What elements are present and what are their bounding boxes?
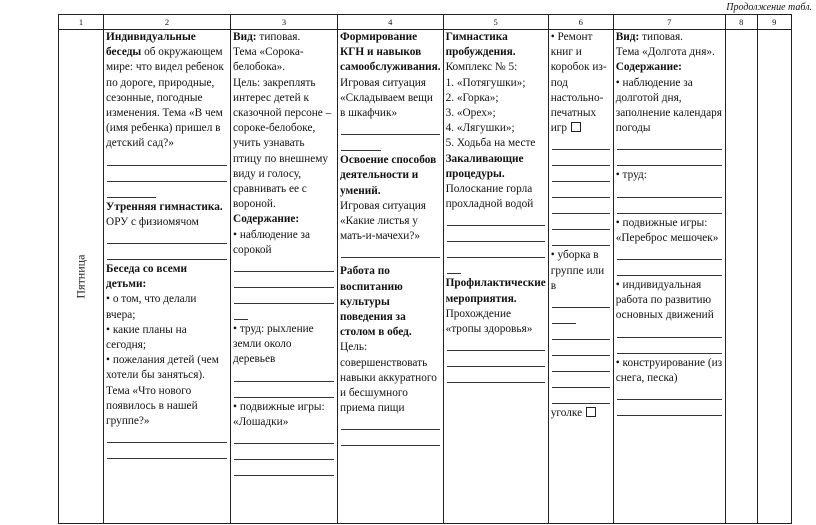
blank-line <box>617 200 722 214</box>
blank-line <box>617 324 722 338</box>
blank-line <box>552 310 576 324</box>
blank-line <box>552 358 610 372</box>
blank-line <box>107 152 227 166</box>
walk-item: • наблюдение за сорокой <box>233 228 335 258</box>
blank-line <box>552 200 610 214</box>
continuation-label: Продолжение табл. <box>726 2 812 13</box>
morning-exercise-title: Утренняя гимнастика. <box>106 200 223 213</box>
blank-line <box>552 168 610 182</box>
prevention-text: Прохождение «тропы здоровья» <box>445 307 533 336</box>
walk-goal: Цель: закреплять интерес детей к сказочной персоне – сороке-белобоке, учить узнавать птицу по внешнему виду и голосу, сравнивать ее с вороной. <box>233 76 332 211</box>
day-label: Пятница <box>73 254 88 299</box>
wakeup-gym-item: 2. «Горка»; <box>445 91 499 104</box>
column-number: 8 <box>725 15 757 30</box>
blank-line <box>552 326 610 340</box>
group-talk-item: • пожелания детей (чем хотели бы заняться). <box>106 353 228 383</box>
labor-item-corner: уголке <box>551 406 611 421</box>
blank-line <box>617 246 722 260</box>
wakeup-gym-item: 5. Ходьба на месте <box>445 137 536 150</box>
plan-table <box>58 14 792 524</box>
wakeup-gym-title: Гимнастика пробуждения. <box>445 31 516 59</box>
blank-line <box>234 306 248 320</box>
evening-walk-item: • индивидуальная работа по развитию основных движений <box>616 278 723 324</box>
blank-line <box>617 402 722 416</box>
evening-walk-item: • конструирование (из снега, песка) <box>616 356 723 386</box>
wakeup-gym-item: 4. «Лягушки»; <box>445 122 515 135</box>
blank-line <box>552 374 610 388</box>
group-talk-item: • о том, что делали вчера; <box>106 292 228 322</box>
self-care-title: Формирование КГН и навыков самообслуживания. <box>340 31 441 74</box>
blank-line <box>234 462 334 476</box>
blank-line <box>234 258 334 272</box>
walk-item: • подвижные игры: «Лошадки» <box>233 400 335 430</box>
cell-col9 <box>757 30 791 524</box>
blank-line <box>552 152 610 166</box>
blank-line <box>107 246 227 260</box>
checkbox-icon[interactable] <box>586 407 596 417</box>
blank-line <box>552 136 610 150</box>
blank-line <box>341 432 440 446</box>
blank-line <box>447 260 461 274</box>
hardening-title: Закаливающие процедуры. <box>445 152 524 180</box>
walk-type: Вид: типовая. <box>233 31 301 43</box>
wakeup-gym-item: 1. «Потягушки»; <box>445 76 526 89</box>
blank-line <box>447 369 545 383</box>
blank-line <box>234 430 334 444</box>
blank-line <box>107 429 227 443</box>
morning-exercise-block <box>106 200 228 230</box>
blank-line <box>617 386 722 400</box>
skills-text: Игровая ситуация «Какие листья у мать-и-мачехи?» <box>340 199 426 243</box>
column-number: 2 <box>104 15 231 30</box>
group-talk-theme: Тема «Что нового появилось в нашей группе?» <box>106 384 198 428</box>
blank-line <box>552 232 610 246</box>
blank-line <box>617 152 722 166</box>
labor-item-cleaning: • уборка в группе или в <box>551 248 611 294</box>
cell-afternoon <box>443 30 548 524</box>
skills-title: Освоение способов деятельности и умений. <box>340 154 437 197</box>
blank-line <box>617 184 722 198</box>
cell-morning-activities <box>104 30 231 524</box>
evening-walk-item: • подвижные игры: «Переброс мешочек» <box>616 216 723 246</box>
blank-line <box>341 244 440 258</box>
table-manners-text: Цель: совершенствовать навыки аккуратного и бесшумного приема пищи <box>340 341 437 415</box>
blank-line <box>341 137 381 151</box>
blank-line <box>107 184 156 198</box>
group-talk-item: • какие планы на сегодня; <box>106 323 228 353</box>
friday-row <box>59 30 792 524</box>
column-number: 3 <box>231 15 338 30</box>
blank-line <box>617 262 722 276</box>
blank-line <box>234 368 334 382</box>
group-talk-title: Беседа со всеми детьми: <box>106 263 187 291</box>
blank-line <box>447 212 545 226</box>
evening-walk-item: • труд: <box>616 168 723 183</box>
column-number: 5 <box>443 15 548 30</box>
column-number-row <box>59 15 792 30</box>
labor-item-repair: • Ремонт книг и коробок из-под настольно-печатных игр <box>551 30 611 136</box>
column-number: 4 <box>338 15 444 30</box>
blank-line <box>552 390 610 404</box>
blank-line <box>552 342 610 356</box>
cell-walk <box>231 30 338 524</box>
cell-skills <box>338 30 444 524</box>
day-cell <box>59 30 104 524</box>
blank-line <box>234 446 334 460</box>
blank-line <box>447 244 545 258</box>
blank-line <box>617 340 722 354</box>
blank-line <box>234 274 334 288</box>
walk-content-title: Содержание: <box>233 213 300 226</box>
wakeup-gym-text: Комплекс № 5: <box>445 61 518 74</box>
evening-walk-type: Вид: типовая. <box>615 31 684 43</box>
evening-walk-content-title: Содержание: <box>615 61 682 74</box>
column-number: 9 <box>757 15 791 30</box>
column-number: 6 <box>548 15 613 30</box>
evening-walk-theme: Тема «Долгота дня». <box>615 46 715 59</box>
individual-talks-title: Индивидуальные беседы <box>106 31 196 59</box>
blank-line <box>107 168 227 182</box>
blank-line <box>617 136 722 150</box>
prevention-title: Профилактические мероприятия. <box>445 277 546 305</box>
evening-walk-item: • наблюдение за долготой дня, заполнение календаря погоды <box>616 76 723 137</box>
checkbox-icon[interactable] <box>571 122 581 132</box>
blank-line <box>234 384 334 398</box>
wakeup-gym-item: 3. «Орех»; <box>445 107 496 120</box>
walk-item: • труд: рыхление земли около деревьев <box>233 322 335 368</box>
cell-col8 <box>725 30 757 524</box>
column-number: 7 <box>613 15 725 30</box>
individual-talks-text: об окружающем мире: что видел ребенок по дороге, природные, сезонные, погодные изменения. Тема «В чем (имя ребенка) пришел в детский сад?» <box>106 46 224 150</box>
blank-line <box>341 121 440 135</box>
blank-line <box>234 290 334 304</box>
blank-line <box>447 353 545 367</box>
blank-line <box>552 294 610 308</box>
blank-line <box>107 445 227 459</box>
blank-line <box>341 416 440 430</box>
hardening-text: Полоскание горла прохладной водой <box>445 183 534 211</box>
column-number: 1 <box>59 15 104 30</box>
morning-exercise-text: ОРУ с физиомячом <box>106 215 199 228</box>
blank-line <box>107 230 227 244</box>
walk-theme: Тема «Сорока-белобока». <box>233 46 304 74</box>
blank-line <box>447 337 545 351</box>
blank-line <box>552 184 610 198</box>
self-care-text: Игровая ситуация «Складываем вещи в шкафчик» <box>340 76 433 120</box>
cell-evening-walk <box>613 30 725 524</box>
cell-labor <box>548 30 613 524</box>
blank-line <box>447 228 545 242</box>
table-manners-title: Работа по воспитанию культуры поведения за столом в обед. <box>340 265 412 339</box>
individual-talks-block <box>106 30 228 152</box>
blank-line <box>552 216 610 230</box>
